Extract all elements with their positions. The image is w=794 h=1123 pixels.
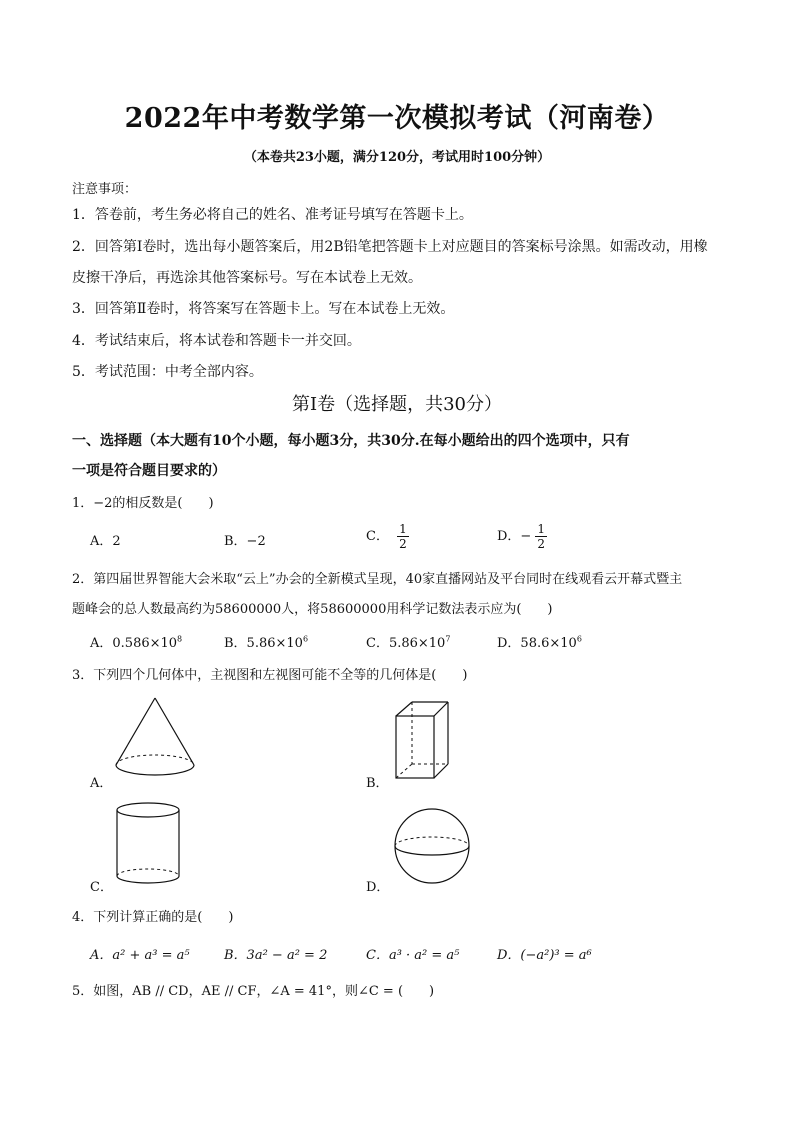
notice-item-3: 3．回答第Ⅱ卷时，将答案写在答题卡上。写在本试卷上无效。 (72, 301, 455, 317)
q2-stem-line2: 题峰会的总人数最高约为58600000人，将58600000用科学记数法表示应为( ) (72, 602, 553, 617)
q2-c-exp: 7 (445, 634, 451, 644)
q1-option-d-label: D．− (497, 529, 532, 544)
q2-a-exp: 8 (177, 634, 183, 644)
section-title: 第Ⅰ卷（选择题，共30分） (291, 394, 502, 415)
q2-c-base: C．5.86×10 (366, 636, 446, 651)
q2-option-c (366, 632, 450, 651)
q4-option-d: D．(−a²)³ = a⁶ (497, 948, 592, 963)
q4-option-c: C．a³ · a² = a⁵ (366, 948, 460, 963)
q2-a-base: A．0.586×10 (90, 636, 178, 651)
exam-subtitle: （本卷共23小题，满分120分，考试用时100分钟） (243, 150, 551, 165)
part1-bold: 本大题有10个小题，每小题3分，共30分 (156, 433, 415, 449)
q1-d-numerator: 1 (537, 522, 545, 536)
q3-option-c: C． (90, 880, 113, 895)
q2-option-b (224, 632, 308, 651)
q2-option-a (90, 632, 182, 651)
part1-label: 一、选择题（ (72, 433, 156, 449)
notice-item-2-cont: 皮擦干净后，再选涂其他答案标号。写在本试卷上无效。 (72, 270, 422, 286)
notice-heading: 注意事项： (72, 182, 138, 197)
q4-option-b: B．3a² − a² = 2 (224, 948, 328, 963)
q1-option-d-fraction (535, 522, 547, 551)
q2-b-exp: 6 (302, 634, 309, 644)
q2-d-exp: 6 (576, 634, 582, 644)
notice-item-4: 4．考试结束后，将本试卷和答题卡一并交回。 (72, 333, 361, 349)
q2-d-base: D．58.6×10 (497, 636, 577, 651)
q1-c-numerator: 1 (399, 522, 407, 536)
q1-option-c-label: C． (366, 529, 389, 544)
q1-option-a: A．2 (90, 534, 121, 549)
q2-option-d (497, 632, 582, 651)
part1-rest: .在每小题给出的四个选项中，只有 (414, 433, 630, 449)
q3-option-d: D． (366, 880, 390, 895)
q1-stem: 1．−2的相反数是( ) (72, 496, 214, 511)
exam-title: 2022年中考数学第一次模拟考试（河南卷） (124, 103, 670, 134)
q1-option-c (366, 522, 409, 551)
cone-figure (110, 694, 200, 786)
notice-item-5: 5．考试范围：中考全部内容。 (72, 364, 263, 380)
q4-option-a: A．a² + a³ = a⁵ (90, 948, 190, 963)
q2-stem-line1: 2．第四届世界智能大会米取“云上”办会的全新模式呈现，40家直播网站及平台同时在线观看云开幕式暨主 (72, 572, 683, 587)
q1-d-denominator: 2 (537, 537, 545, 551)
q1-option-b: B．−2 (224, 534, 266, 549)
q3-stem: 3．下列四个几何体中，主视图和左视图可能不全等的几何体是( ) (72, 668, 468, 683)
q1-option-d (497, 522, 547, 551)
q1-c-denominator: 2 (399, 537, 407, 551)
part1-heading (72, 430, 630, 450)
q5-stem: 5．如图，AB // CD，AE // CF，∠A = 41°，则∠C = ( ) (72, 984, 435, 999)
q2-b-base: B．5.86×10 (224, 636, 303, 651)
cylinder-figure (113, 800, 183, 890)
q1-option-c-fraction (397, 522, 409, 551)
notice-item-2: 2．回答第Ⅰ卷时，选出每小题答案后，用2B铅笔把答题卡上对应题目的答案标号涂黑。如需改动，用橡 (72, 239, 708, 255)
q3-option-b: B． (366, 776, 389, 791)
part1-heading-line2: 一项是符合题目要求的） (72, 463, 226, 479)
notice-item-1: 1．答卷前，考生务必将自己的姓名、准考证号填写在答题卡上。 (72, 207, 473, 223)
cuboid-figure (392, 696, 452, 782)
q4-stem: 4．下列计算正确的是( ) (72, 910, 234, 925)
sphere-figure (392, 806, 472, 886)
q3-option-a: A． (90, 776, 113, 791)
